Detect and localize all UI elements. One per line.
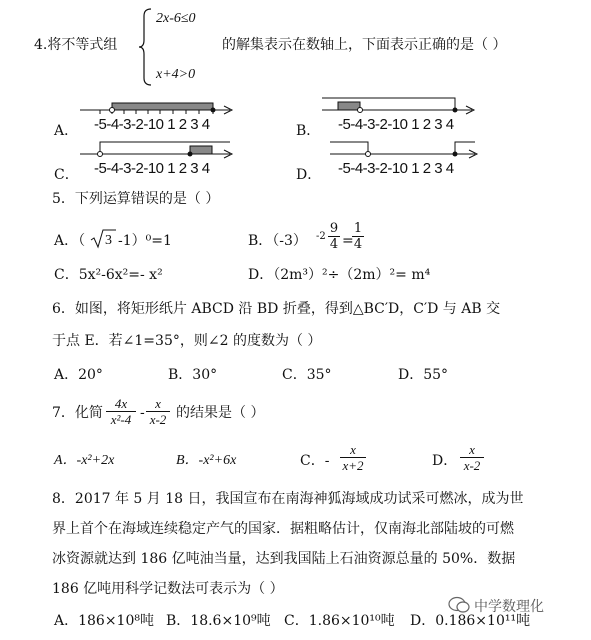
q6-option-a: A．20° <box>54 367 103 383</box>
fraction-numerator: 9 <box>329 221 339 236</box>
q8-option-b: B．18.6×10⁹吨 <box>166 613 271 629</box>
number-line-a-labels: -5-4-3-2-10 1 2 3 4 <box>94 116 210 133</box>
q6-option-b: B．30° <box>168 367 218 383</box>
wechat-logo-icon <box>448 596 470 614</box>
fraction-denominator: x+2 <box>340 457 366 473</box>
q4-option-d-label: D． <box>296 167 322 183</box>
q5-stem: 5．下列运算错误的是（ ） <box>52 191 220 207</box>
q8-option-c: C．1.86×10¹⁰吨 <box>284 613 395 629</box>
fraction-numerator: 1 <box>353 221 363 236</box>
q4-stem-start: 4.将不等式组 <box>34 37 118 53</box>
watermark-text: 中学数理化 <box>474 598 544 614</box>
q8-line-3: 冰资源就达到 186 亿吨油当量，达到我国陆上石油资源总量的 50%．数据 <box>52 551 516 567</box>
number-line-c-labels: -5-4-3-2-10 1 2 3 4 <box>94 160 210 177</box>
q5-option-a-rest: -1）⁰=1 <box>118 233 172 249</box>
q7-fraction-2 <box>146 396 170 427</box>
q5-option-b-exponent: -2 <box>316 231 326 242</box>
q4-option-a-label: A． <box>54 123 79 139</box>
q5-option-b-equals: = <box>342 233 354 249</box>
q4-option-b-label: B． <box>296 123 321 139</box>
number-line-d-labels: -5-4-3-2-10 1 2 3 4 <box>338 160 454 177</box>
q5-option-b-fraction-1 <box>328 221 340 252</box>
svg-text:3: 3 <box>105 233 112 248</box>
q6-line-2: 于点 E．若∠1=35°，则∠2 的度数为（ ） <box>52 333 322 349</box>
q7-option-d-label: D． <box>432 453 458 469</box>
q7-option-c-fraction <box>340 442 366 473</box>
q7-minus: - <box>140 405 145 421</box>
q5-option-d: D．（2m³）²÷（2m）²= m⁴ <box>248 267 431 283</box>
q7-option-b: B．-x²+6x <box>176 453 237 468</box>
q8-option-a: A．186×10⁸吨 <box>54 613 154 629</box>
q7-option-a: A．-x²+2x <box>54 453 115 468</box>
brace-icon <box>138 8 152 86</box>
q5-option-c: C．5x²-6x²=- x² <box>54 267 163 283</box>
q8-option-d: D．0.186×10¹¹吨 <box>410 613 531 629</box>
fraction-numerator: x <box>469 442 475 457</box>
q8-line-1: 8．2017 年 5 月 18 日，我国宣布在南海神狐海域成功试采可燃冰，成为世 <box>52 491 524 507</box>
q7-stem-start: 7．化简 <box>52 405 103 421</box>
q4-inequality-1: 2x-6≤0 <box>156 11 196 26</box>
q6-option-c: C．35° <box>282 367 332 383</box>
q7-fraction-1 <box>106 396 136 427</box>
q5-option-a-label: A．（ <box>54 233 86 249</box>
q6-option-d: D．55° <box>398 367 449 383</box>
q5-option-b-label: B．（-3） <box>248 233 307 249</box>
q6-line-1: 6．如图，将矩形纸片 ABCD 沿 BD 折叠，得到△BC′D，C′D 与 AB 交 <box>52 301 501 317</box>
q7-option-c-label: C．- <box>300 453 330 469</box>
number-line-b-labels: -5-4-3-2-10 1 2 3 4 <box>338 116 454 133</box>
q5-option-b-fraction-2 <box>352 221 364 252</box>
fraction-denominator: x²-4 <box>106 411 136 427</box>
fraction-denominator: x-2 <box>146 411 170 427</box>
q7-stem-end: 的结果是（ ） <box>176 405 265 421</box>
q4-inequality-2: x+4>0 <box>156 67 196 82</box>
q4-stem-end: 的解集表示在数轴上，下面表示正确的是（ ） <box>222 37 507 53</box>
q8-line-4: 186 亿吨用科学记数法可表示为（ ） <box>52 581 284 597</box>
fraction-denominator: x-2 <box>460 457 484 473</box>
fraction-numerator: x <box>350 442 356 457</box>
q7-option-d-fraction <box>460 442 484 473</box>
q8-line-2: 界上首个在海域连续稳定产气的国家．据粗略估计，仅南海北部陆坡的可燃 <box>52 521 514 537</box>
fraction-numerator: 4x <box>114 396 128 411</box>
q4-option-c-label: C． <box>54 167 79 183</box>
sqrt-3-symbol <box>90 228 116 250</box>
fraction-numerator: x <box>155 396 161 411</box>
fraction-denominator: 4 <box>353 237 363 252</box>
fraction-denominator: 4 <box>329 237 339 252</box>
